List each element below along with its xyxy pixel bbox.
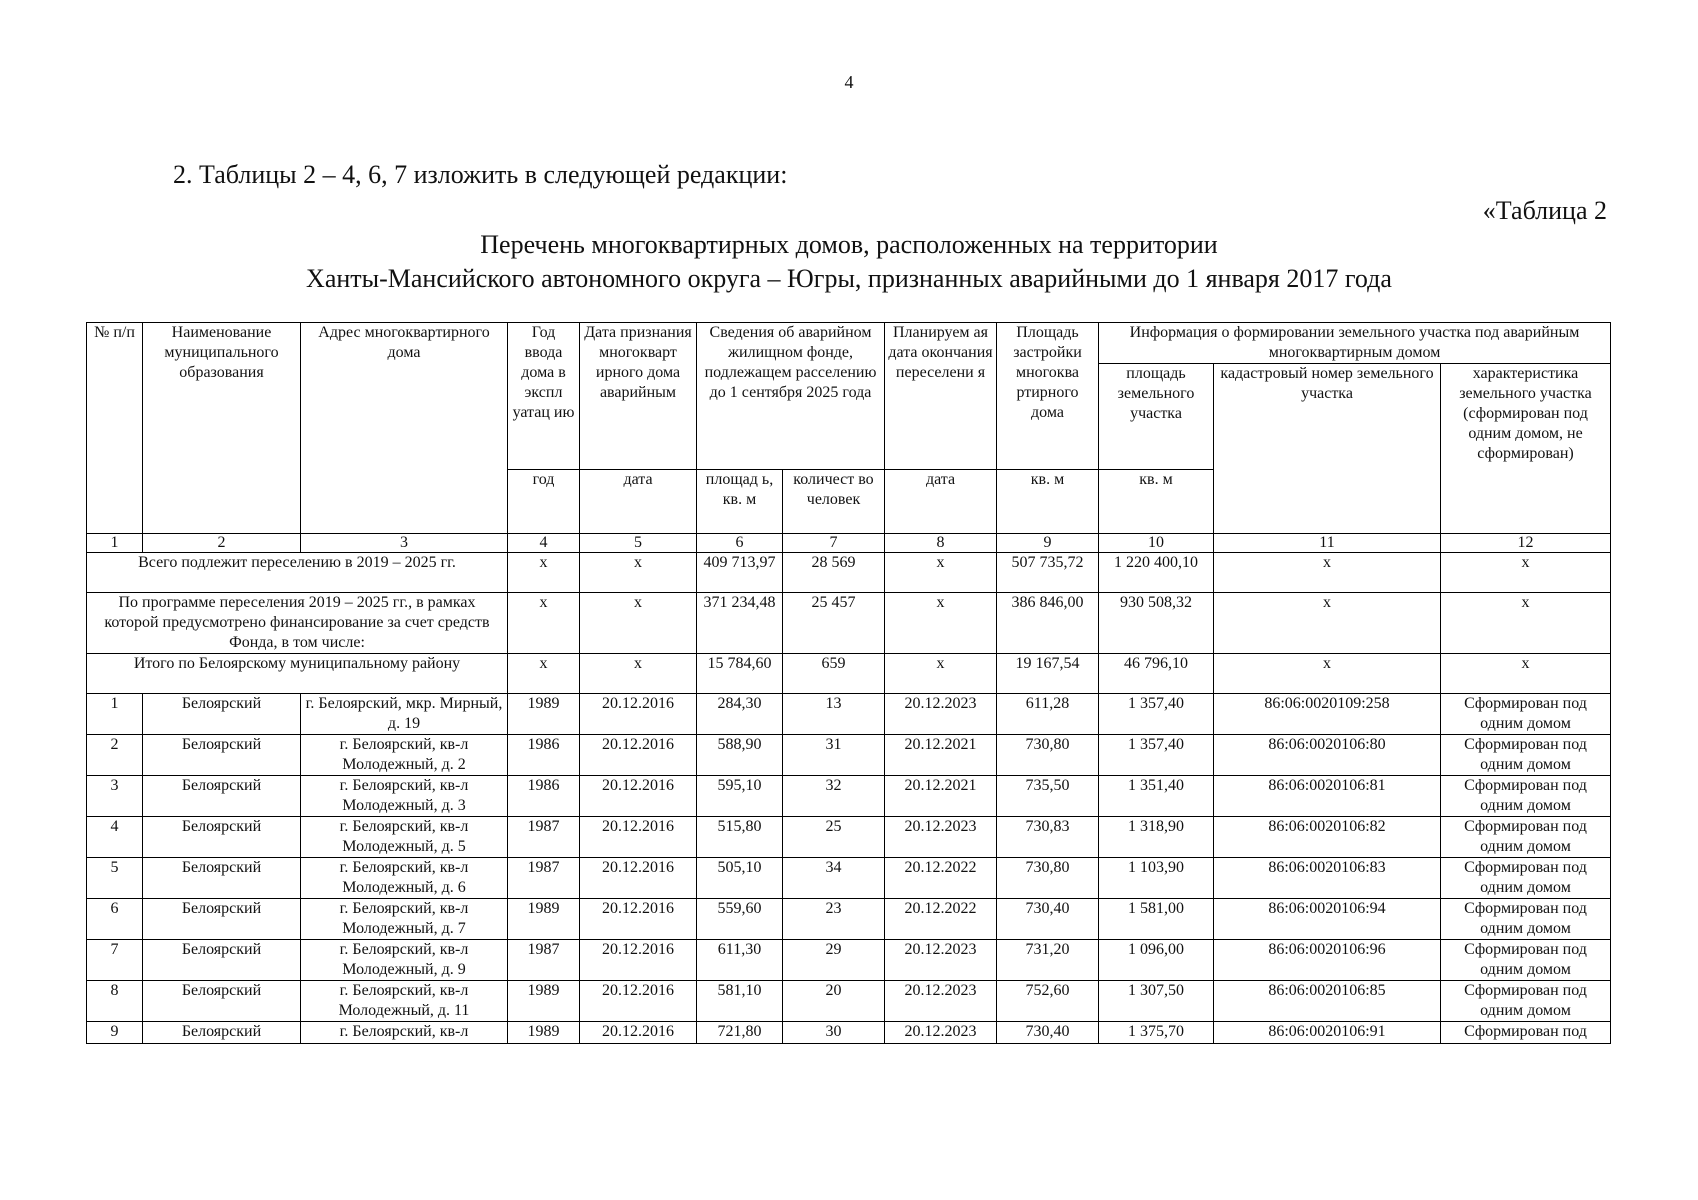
row-address: г. Белоярский, кв-л Молодежный, д. 5 [301,817,508,858]
row-municipality: Белоярский [143,776,301,817]
row-year: 1987 [508,817,580,858]
row-planned-date: 20.12.2023 [885,1022,997,1044]
row-year: 1989 [508,1022,580,1044]
row-land-area: 1 307,50 [1099,981,1214,1022]
row-year: 1989 [508,694,580,735]
row-land-char: Сформирован под одним домом [1441,940,1611,981]
row-build-area: 730,40 [997,899,1099,940]
header-municipality: Наименование муниципального образования [143,323,301,534]
row-cadastral: 86:06:0020106:94 [1214,899,1441,940]
summary-row-total [87,553,1611,593]
row-area: 721,80 [697,1022,783,1044]
summary-people: 25 457 [783,593,885,654]
summary-cadastral: х [1214,553,1441,593]
col-number: 9 [997,534,1099,553]
summary-cadastral: х [1214,654,1441,694]
row-build-area: 730,80 [997,858,1099,899]
summary-label: Итого по Белоярскому муниципальному району [87,654,508,694]
summary-row-program [87,593,1611,654]
row-number: 2 [87,735,143,776]
summary-char: х [1441,553,1611,593]
summary-land-area: 46 796,10 [1099,654,1214,694]
summary-label: По программе переселения 2019 – 2025 гг., в рамках которой предусмотрено финансирование за счет средств Фонда, в том числе: [87,593,508,654]
summary-build-area: 19 167,54 [997,654,1099,694]
summary-land-area: 1 220 400,10 [1099,553,1214,593]
col-number: 11 [1214,534,1441,553]
row-planned-date: 20.12.2022 [885,899,997,940]
summary-build-area: 507 735,72 [997,553,1099,593]
row-land-char: Сформирован под одним домом [1441,817,1611,858]
row-cadastral: 86:06:0020106:82 [1214,817,1441,858]
row-date-recognized: 20.12.2016 [580,858,697,899]
row-cadastral: 86:06:0020106:81 [1214,776,1441,817]
row-land-char: Сформирован под [1441,1022,1611,1044]
unit-planned-date: дата [885,470,997,534]
row-number: 1 [87,694,143,735]
header-cadastral: кадастровый номер земельного участка [1214,364,1441,534]
row-date-recognized: 20.12.2016 [580,694,697,735]
summary-cadastral: х [1214,593,1441,654]
row-municipality: Белоярский [143,735,301,776]
col-number: 10 [1099,534,1214,553]
summary-year: х [508,593,580,654]
row-people: 25 [783,817,885,858]
row-cadastral: 86:06:0020106:91 [1214,1022,1441,1044]
document-title [0,228,1698,296]
row-area: 284,30 [697,694,783,735]
header-year: Год ввода дома в экспл уатац ию [508,323,580,470]
row-land-area: 1 357,40 [1099,694,1214,735]
row-date-recognized: 20.12.2016 [580,735,697,776]
table-row [87,858,1611,899]
row-cadastral: 86:06:0020106:83 [1214,858,1441,899]
row-date-recognized: 20.12.2016 [580,981,697,1022]
header-land-area: площадь земельного участка [1099,364,1214,470]
row-number: 9 [87,1022,143,1044]
row-date-recognized: 20.12.2016 [580,776,697,817]
row-land-area: 1 103,90 [1099,858,1214,899]
col-number: 1 [87,534,143,553]
summary-row-beloyarsky [87,654,1611,694]
row-address: г. Белоярский, кв-л Молодежный, д. 2 [301,735,508,776]
summary-date: х [580,553,697,593]
row-area: 505,10 [697,858,783,899]
row-number: 8 [87,981,143,1022]
row-address: г. Белоярский, кв-л Молодежный, д. 3 [301,776,508,817]
row-land-char: Сформирован под одним домом [1441,899,1611,940]
row-build-area: 730,80 [997,735,1099,776]
row-address: г. Белоярский, кв-л [301,1022,508,1044]
row-cadastral: 86:06:0020106:96 [1214,940,1441,981]
row-area: 588,90 [697,735,783,776]
summary-year: х [508,654,580,694]
title-line-1: Перечень многоквартирных домов, расположенных на территории [480,230,1218,259]
summary-date: х [580,654,697,694]
header-land-info: Информация о формировании земельного участка под аварийным многоквартирным домом [1099,323,1611,364]
unit-people: количест во человек [783,470,885,534]
row-land-char: Сформирован под одним домом [1441,981,1611,1022]
row-municipality: Белоярский [143,1022,301,1044]
intro-text: 2. Таблицы 2 – 4, 6, 7 изложить в следующей редакции: [173,160,788,189]
row-cadastral: 86:06:0020106:80 [1214,735,1441,776]
table-reference: «Таблица 2 [1482,196,1607,225]
row-build-area: 735,50 [997,776,1099,817]
row-year: 1989 [508,899,580,940]
row-land-area: 1 351,40 [1099,776,1214,817]
row-people: 34 [783,858,885,899]
unit-date: дата [580,470,697,534]
row-year: 1989 [508,981,580,1022]
row-municipality: Белоярский [143,899,301,940]
col-number: 12 [1441,534,1611,553]
row-people: 29 [783,940,885,981]
row-land-area: 1 096,00 [1099,940,1214,981]
row-municipality: Белоярский [143,817,301,858]
unit-year: год [508,470,580,534]
row-people: 13 [783,694,885,735]
row-planned-date: 20.12.2021 [885,735,997,776]
row-area: 559,60 [697,899,783,940]
unit-land-area: кв. м [1099,470,1214,534]
summary-build-area: 386 846,00 [997,593,1099,654]
row-area: 581,10 [697,981,783,1022]
row-build-area: 611,28 [997,694,1099,735]
row-people: 30 [783,1022,885,1044]
row-address: г. Белоярский, кв-л Молодежный, д. 11 [301,981,508,1022]
row-planned-date: 20.12.2022 [885,858,997,899]
row-build-area: 752,60 [997,981,1099,1022]
col-number: 2 [143,534,301,553]
col-number: 3 [301,534,508,553]
row-planned-date: 20.12.2023 [885,940,997,981]
header-planned-date: Планируем ая дата окончания переселени я [885,323,997,470]
header-num: № п/п [87,323,143,534]
row-land-area: 1 375,70 [1099,1022,1214,1044]
row-build-area: 730,40 [997,1022,1099,1044]
row-date-recognized: 20.12.2016 [580,817,697,858]
row-planned-date: 20.12.2023 [885,694,997,735]
table-row [87,981,1611,1022]
summary-label: Всего подлежит переселению в 2019 – 2025 гг. [87,553,508,593]
table-row [87,694,1611,735]
table-row [87,776,1611,817]
row-municipality: Белоярский [143,981,301,1022]
summary-char: х [1441,593,1611,654]
row-year: 1986 [508,776,580,817]
summary-area: 371 234,48 [697,593,783,654]
row-year: 1987 [508,858,580,899]
row-land-area: 1 318,90 [1099,817,1214,858]
row-build-area: 731,20 [997,940,1099,981]
col-number: 6 [697,534,783,553]
table-row [87,817,1611,858]
header-land-char: характеристика земельного участка (сформирован под одним домом, не сформирован) [1441,364,1611,534]
page-number: 4 [844,72,854,92]
row-municipality: Белоярский [143,858,301,899]
row-people: 20 [783,981,885,1022]
housing-table [86,322,1611,1044]
summary-char: х [1441,654,1611,694]
row-land-area: 1 357,40 [1099,735,1214,776]
summary-people: 28 569 [783,553,885,593]
row-number: 7 [87,940,143,981]
row-build-area: 730,83 [997,817,1099,858]
row-address: г. Белоярский, кв-л Молодежный, д. 6 [301,858,508,899]
row-municipality: Белоярский [143,940,301,981]
row-number: 3 [87,776,143,817]
col-number: 8 [885,534,997,553]
row-area: 515,80 [697,817,783,858]
row-date-recognized: 20.12.2016 [580,940,697,981]
row-area: 595,10 [697,776,783,817]
row-address: г. Белоярский, кв-л Молодежный, д. 7 [301,899,508,940]
row-people: 32 [783,776,885,817]
row-date-recognized: 20.12.2016 [580,899,697,940]
table-row [87,899,1611,940]
summary-area: 15 784,60 [697,654,783,694]
row-date-recognized: 20.12.2016 [580,1022,697,1044]
summary-date: х [580,593,697,654]
col-number: 4 [508,534,580,553]
row-land-char: Сформирован под одним домом [1441,858,1611,899]
row-area: 611,30 [697,940,783,981]
row-address: г. Белоярский, кв-л Молодежный, д. 9 [301,940,508,981]
header-fund-info: Сведения об аварийном жилищном фонде, подлежащем расселению до 1 сентября 2025 года [697,323,885,470]
summary-year: х [508,553,580,593]
row-municipality: Белоярский [143,694,301,735]
row-year: 1986 [508,735,580,776]
col-number: 7 [783,534,885,553]
unit-build-area: кв. м [997,470,1099,534]
summary-people: 659 [783,654,885,694]
summary-land-area: 930 508,32 [1099,593,1214,654]
col-number: 5 [580,534,697,553]
row-planned-date: 20.12.2021 [885,776,997,817]
summary-planned: х [885,654,997,694]
row-planned-date: 20.12.2023 [885,981,997,1022]
row-year: 1987 [508,940,580,981]
row-land-char: Сформирован под одним домом [1441,694,1611,735]
table-row [87,940,1611,981]
row-people: 31 [783,735,885,776]
housing-table-container [86,322,1610,1044]
table-row [87,1022,1611,1044]
row-cadastral: 86:06:0020109:258 [1214,694,1441,735]
summary-area: 409 713,97 [697,553,783,593]
summary-planned: х [885,553,997,593]
row-planned-date: 20.12.2023 [885,817,997,858]
header-build-area: Площадь застройки многоква ртирного дома [997,323,1099,470]
header-date-recognized: Дата признания многокварт ирного дома аварийным [580,323,697,470]
row-number: 6 [87,899,143,940]
row-address: г. Белоярский, мкр. Мирный, д. 19 [301,694,508,735]
row-cadastral: 86:06:0020106:85 [1214,981,1441,1022]
row-land-char: Сформирован под одним домом [1441,735,1611,776]
row-people: 23 [783,899,885,940]
row-land-char: Сформирован под одним домом [1441,776,1611,817]
table-row [87,735,1611,776]
row-land-area: 1 581,00 [1099,899,1214,940]
row-number: 5 [87,858,143,899]
row-number: 4 [87,817,143,858]
summary-planned: х [885,593,997,654]
unit-area: площад ь, кв. м [697,470,783,534]
title-line-2: Ханты-Мансийского автономного округа – Югры, признанных аварийными до 1 января 2017 года [306,264,1392,293]
header-address: Адрес многоквартирного дома [301,323,508,534]
